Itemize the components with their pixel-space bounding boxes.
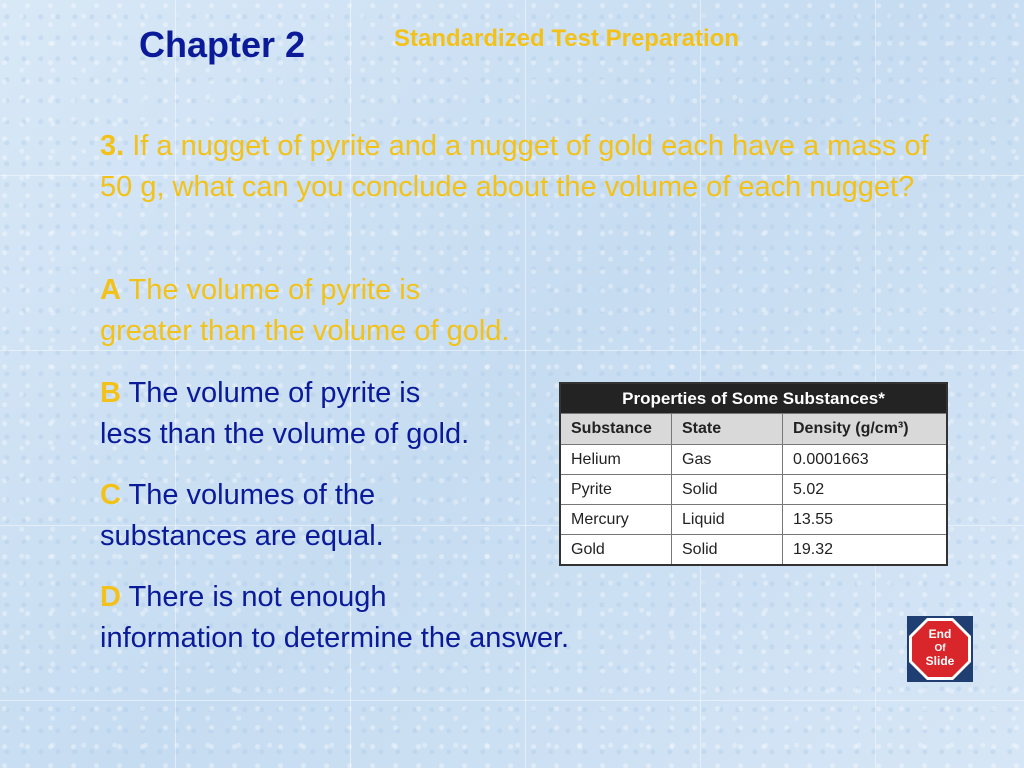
choice-c[interactable] — [100, 475, 384, 557]
table-row — [560, 535, 947, 566]
column-header: Density (g/cm³) — [783, 414, 948, 445]
question-number: 3. — [100, 130, 125, 162]
table-cell: 5.02 — [783, 475, 948, 505]
table-cell: Helium — [560, 445, 672, 475]
column-header: State — [672, 414, 783, 445]
of-label: Of — [934, 643, 946, 654]
choice-letter: C — [100, 479, 121, 511]
choice-text-line2: substances are equal. — [100, 520, 384, 552]
choice-letter: B — [100, 377, 121, 409]
properties-table — [559, 382, 948, 566]
choice-text-line1: The volume of pyrite is — [128, 274, 421, 306]
table-row — [560, 505, 947, 535]
choice-text-line2: information to determine the answer. — [100, 622, 570, 654]
column-header: Substance — [560, 414, 672, 445]
table-header-row — [560, 414, 947, 445]
table-cell: Solid — [672, 535, 783, 566]
choice-text-line2: less than the volume of gold. — [100, 418, 470, 450]
choice-text-line2: greater than the volume of gold. — [100, 315, 510, 347]
table-row — [560, 445, 947, 475]
end-of-slide-button[interactable] — [907, 616, 973, 682]
choice-b[interactable] — [100, 373, 469, 455]
table-cell: Solid — [672, 475, 783, 505]
end-label: End — [928, 627, 952, 641]
table-cell: Gas — [672, 445, 783, 475]
page-title: Standardized Test Preparation — [394, 25, 739, 52]
question-text — [100, 126, 940, 208]
table-cell: 0.0001663 — [783, 445, 948, 475]
choice-d[interactable] — [100, 577, 569, 659]
choice-text-line1: The volume of pyrite is — [128, 377, 421, 409]
choice-a[interactable] — [100, 270, 509, 352]
table-cell: Liquid — [672, 505, 783, 535]
question-body: If a nugget of pyrite and a nugget of gold each have a mass of 50 g, what can you conclude about the volume of each nugget? — [100, 130, 929, 203]
table-cell: 13.55 — [783, 505, 948, 535]
table-title: Properties of Some Substances* — [560, 383, 947, 414]
table-cell: Pyrite — [560, 475, 672, 505]
choice-text-line1: There is not enough — [128, 581, 387, 613]
table-row — [560, 475, 947, 505]
table-cell: Mercury — [560, 505, 672, 535]
background-seam — [0, 700, 1024, 701]
choice-text-line1: The volumes of the — [128, 479, 376, 511]
choice-letter: D — [100, 581, 121, 613]
table-cell: 19.32 — [783, 535, 948, 566]
choice-letter: A — [100, 274, 121, 306]
table-cell: Gold — [560, 535, 672, 566]
chapter-title: Chapter 2 — [139, 24, 306, 65]
slide-label: Slide — [925, 654, 955, 668]
